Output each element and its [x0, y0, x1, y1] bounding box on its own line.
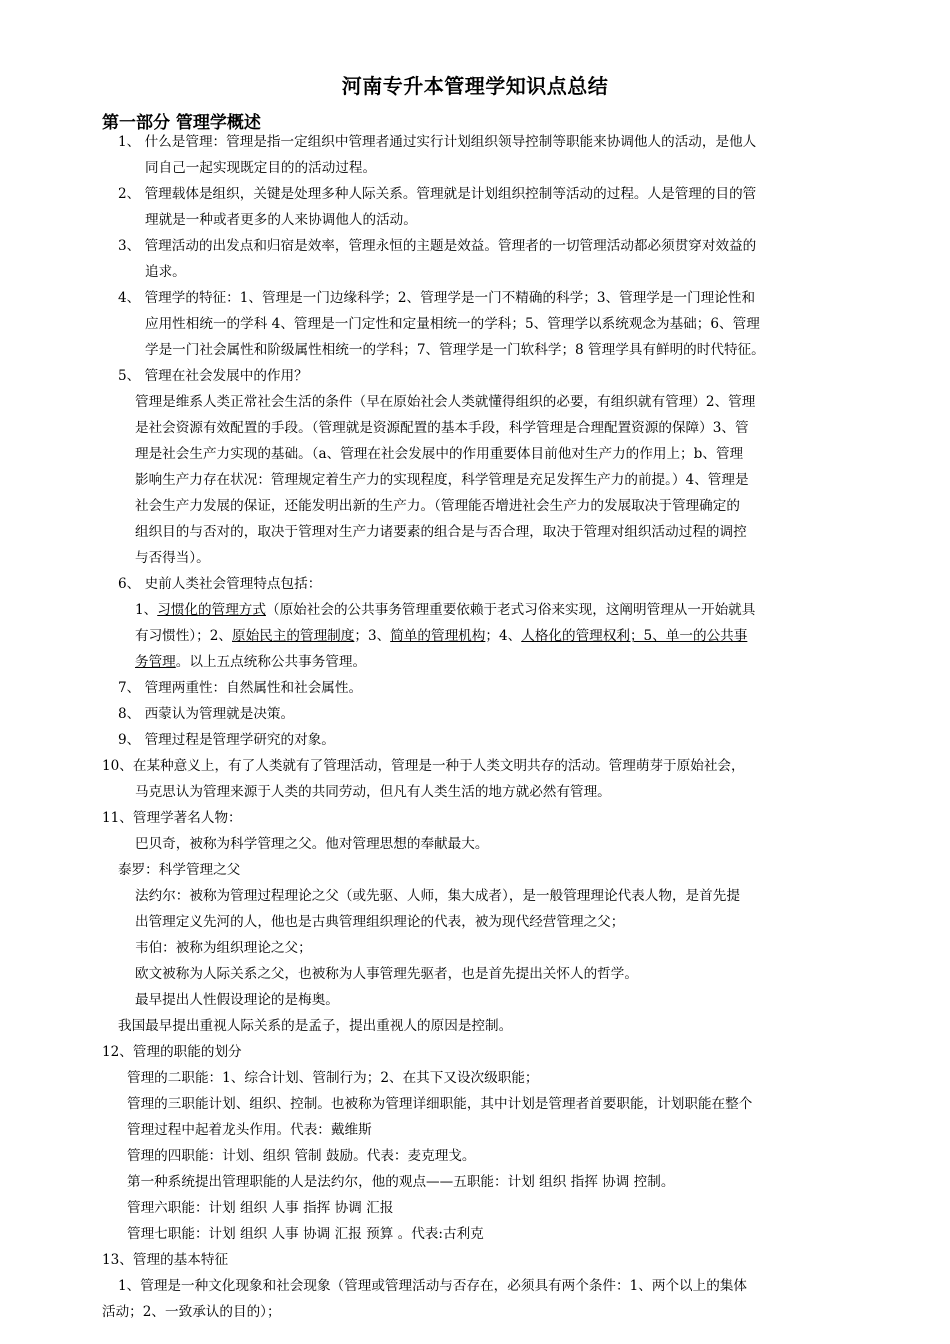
text-run: ；4、: [485, 628, 522, 644]
text-line: 法约尔：被称为管理过程理论之父（或先驱、人师，集大成者），是一般管理理论代表人物，是首先提: [135, 888, 740, 904]
text-line: 组织目的与否对的，取决于管理对生产力诸要素的组合是与否合理，取决于管理对组织活动过程的调控: [135, 524, 747, 540]
text-line: 社会生产力发展的保证，还能发明出新的生产力。（管理能否增进社会生产力的发展取决于管理确定的: [135, 498, 740, 514]
text-line: 我国最早提出重视人际关系的是孟子，提出重视人的原因是控制。: [118, 1018, 513, 1034]
text-line: [135, 652, 366, 672]
text-line: 巴贝奇，被称为科学管理之父。他对管理思想的奉献最大。: [135, 836, 489, 852]
list-item: 9、 管理过程是管理学研究的对象。: [118, 732, 335, 748]
text-line: 追求。: [145, 264, 186, 280]
text-run: 。以上五点统称公共事务管理。: [175, 654, 367, 670]
text-line: 应用性相统一的学科 4、管理是一门定性和定量相统一的学科；5、管理学以系统观念为基础；6、管理: [145, 316, 760, 332]
text-line: 同自己一起实现既定目的的活动过程。: [145, 160, 377, 176]
text-line: 泰罗：科学管理之父: [118, 862, 241, 878]
text-line: [135, 600, 755, 620]
text-line: 影响生产力存在状况：管理规定着生产力的实现程度，科学管理是充足发挥生产力的前提。）4、管理是: [135, 472, 749, 488]
text-line: 出管理定义先河的人，他也是古典管理组织理论的代表，被为现代经营管理之父；: [135, 914, 625, 930]
text-line: 管理是维系人类正常社会生活的条件（早在原始社会人类就懂得组织的必要，有组织就有管理）2、管理: [135, 394, 756, 410]
text-line: 管理的四职能：计划、组织 管制 鼓励。代表：麦克理戈。: [127, 1148, 476, 1164]
list-item: 13、管理的基本特征: [102, 1252, 229, 1268]
list-item: 8、 西蒙认为管理就是决策。: [118, 706, 295, 722]
section-heading: 第一部分 管理学概述: [102, 113, 261, 133]
document-title: 河南专升本管理学知识点总结: [341, 74, 609, 98]
text-run: 1、: [135, 602, 158, 618]
list-item: 11、管理学著名人物：: [102, 810, 242, 826]
underlined-term: 习惯化的管理方式: [157, 602, 266, 618]
underlined-term: 简单的管理机构: [390, 628, 486, 644]
text-line: 管理过程中起着龙头作用。代表：戴维斯: [127, 1122, 372, 1138]
text-line: 马克思认为管理来源于人类的共同劳动，但凡有人类生活的地方就必然有管理。: [135, 784, 611, 800]
text-run: ；3、: [354, 628, 391, 644]
text-line: 欧文被称为人际关系之父，也被称为人事管理先驱者，也是首先提出关怀人的哲学。: [135, 966, 638, 982]
text-line: [135, 626, 747, 646]
text-line: 管理六职能：计划 组织 人事 指挥 协调 汇报: [127, 1200, 394, 1216]
text-run: 有习惯性）；2、: [135, 628, 233, 644]
list-item: 3、 管理活动的出发点和归宿是效率，管理永恒的主题是效益。管理者的一切管理活动都必须贯穿对效益的: [118, 238, 757, 254]
text-line: 第一种系统提出管理职能的人是法约尔，他的观点——五职能：计划 组织 指挥 协调 控制。: [127, 1174, 675, 1190]
list-item: 2、 管理载体是组织，关键是处理多种人际关系。管理就是计划组织控制等活动的过程。人是管理的目的管: [118, 186, 757, 202]
list-item: 5、 管理在社会发展中的作用？: [118, 368, 308, 384]
text-line: 活动；2、一致承认的目的）；: [102, 1304, 281, 1320]
underlined-term: 务管理: [135, 654, 176, 670]
list-item: 4、 管理学的特征：1、管理是一门边缘科学；2、管理学是一门不精确的科学；3、管理学是一门理论性和: [118, 290, 756, 306]
list-item: 6、 史前人类社会管理特点包括：: [118, 576, 322, 592]
underlined-term: 人格化的管理权利；5、单一的公共事: [521, 628, 748, 644]
list-item: 10、在某种意义上，有了人类就有了管理活动，管理是一种于人类文明共存的活动。管理萌芽于原始社会，: [102, 758, 745, 774]
list-item: 12、管理的职能的划分: [102, 1044, 242, 1060]
underlined-term: 原始民主的管理制度: [232, 628, 355, 644]
text-line: 理是社会生产力实现的基础。（a、管理在社会发展中的作用重要体目前他对生产力的作用上；b、管理: [135, 446, 744, 462]
text-line: 学是一门社会属性和阶级属性相统一的学科；7、管理学是一门软科学；8 管理学具有鲜明的时代特征。: [145, 342, 765, 358]
text-line: 理就是一种或者更多的人来协调他人的活动。: [145, 212, 417, 228]
text-line: 管理七职能：计划 组织 人事 协调 汇报 预算 。代表:古利克: [127, 1226, 484, 1242]
text-line: 管理的三职能计划、组织、控制。也被称为管理详细职能，其中计划是管理者首要职能，计划职能在整个: [127, 1096, 753, 1112]
list-item: 7、 管理两重性：自然属性和社会属性。: [118, 680, 363, 696]
list-item: 1、 什么是管理：管理是指一定组织中管理者通过实行计划组织领导控制等职能来协调他人的活动，是他人: [118, 134, 757, 150]
text-line: 管理的二职能：1、综合计划、管制行为；2、在其下又设次级职能；: [127, 1070, 539, 1086]
text-run: （原始社会的公共事务管理重要依赖于老式习俗来实现，这阐明管理从一开始就具: [266, 602, 756, 618]
text-line: 最早提出人性假设理论的是梅奥。: [135, 992, 339, 1008]
text-line: 1、管理是一种文化现象和社会现象（管理或管理活动与否存在，必须具有两个条件：1、两个以上的集体: [118, 1278, 748, 1294]
text-line: 是社会资源有效配置的手段。（管理就是资源配置的基本手段，科学管理是合理配置资源的保障）3、管: [135, 420, 749, 436]
text-line: 韦伯：被称为组织理论之父；: [135, 940, 312, 956]
text-line: 与否得当）。: [135, 550, 210, 566]
